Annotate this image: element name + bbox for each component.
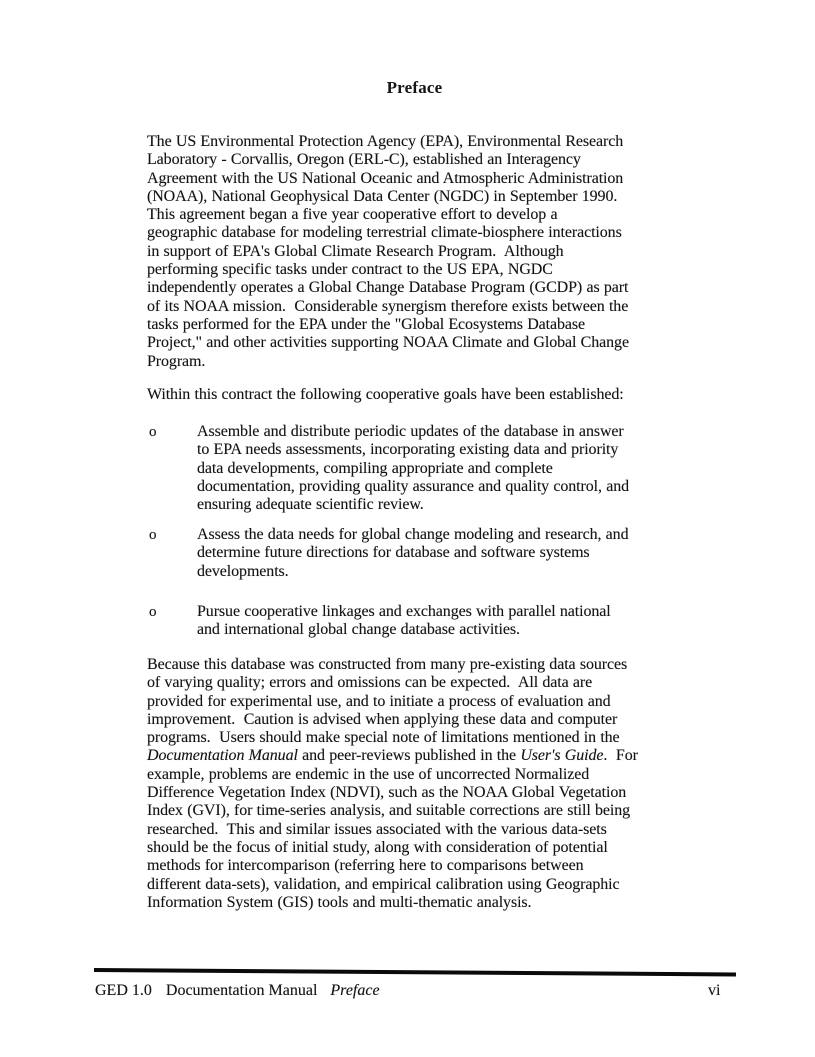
text-line: (NOAA), National Geophysical Data Center (NGDC) in September 1990. bbox=[147, 187, 618, 205]
goal-item-text bbox=[197, 603, 611, 640]
text-line: researched. This and similar issues associated with the various data-sets bbox=[147, 820, 607, 838]
text-line: to EPA needs assessments, incorporating existing data and priority bbox=[197, 441, 619, 459]
goal-item-2 bbox=[147, 526, 628, 581]
bullet-marker: o bbox=[149, 527, 157, 543]
text-line: Program. bbox=[147, 352, 206, 370]
text-line: performing specific tasks under contract to the US EPA, NGDC bbox=[147, 261, 553, 279]
text-line: Laboratory - Corvallis, Oregon (ERL-C), established an Interagency bbox=[147, 151, 581, 169]
text-line: geographic database for modeling terrestrial climate-biosphere interactions bbox=[147, 224, 622, 242]
text-line: provided for experimental use, and to initiate a process of evaluation and bbox=[147, 692, 611, 710]
text-line: Index (GVI), for time-series analysis, and suitable corrections are still being bbox=[147, 802, 631, 820]
text-line: Project," and other activities supporting NOAA Climate and Global Change bbox=[147, 334, 629, 352]
text-line: Agreement with the US National Oceanic and Atmospheric Administration bbox=[147, 169, 624, 187]
text-line: ensuring adequate scientific review. bbox=[197, 496, 424, 514]
text-line: example, problems are endemic in the use of uncorrected Normalized bbox=[147, 765, 590, 783]
text-line: methods for intercomparison (referring here to comparisons between bbox=[147, 857, 584, 875]
text-line: Documentation Manual and peer-reviews published in the User's Guide. For bbox=[147, 747, 638, 765]
text-line: The US Environmental Protection Agency (EPA), Environmental Research bbox=[147, 133, 624, 150]
text-line: of varying quality; errors and omissions can be expected. All data are bbox=[147, 674, 593, 692]
text-line: improvement. Caution is advised when applying these data and computer bbox=[147, 710, 618, 728]
page-title: Preface bbox=[386, 78, 443, 97]
goal-item-1 bbox=[147, 423, 629, 514]
text-column bbox=[147, 0, 707, 1057]
goal-item-text bbox=[197, 526, 628, 581]
footer-product-label: GED 1.0 bbox=[95, 982, 152, 999]
text-line: Difference Vegetation Index (NDVI), such as the NOAA Global Vegetation bbox=[147, 784, 627, 802]
page-number: vi bbox=[708, 982, 721, 999]
intro-paragraph bbox=[147, 133, 629, 371]
text-line: Because this database was constructed from many pre-existing data sources bbox=[147, 656, 628, 673]
text-line: This agreement began a five year cooperative effort to develop a bbox=[147, 206, 558, 224]
text-line: Assemble and distribute periodic updates of the database in answer bbox=[197, 423, 624, 440]
caveats-paragraph bbox=[147, 656, 638, 912]
text-line: of its NOAA mission. Considerable synergism therefore exists between the bbox=[147, 297, 629, 315]
text-line: different data-sets), validation, and empirical calibration using Geographic bbox=[147, 875, 620, 893]
goal-item-text bbox=[197, 423, 629, 514]
text-line: independently operates a Global Change Database Program (GCDP) as part bbox=[147, 279, 629, 297]
text-line: Pursue cooperative linkages and exchanges with parallel national bbox=[197, 603, 611, 620]
goal-item-3 bbox=[147, 603, 611, 640]
text-line: programs. Users should make special note of limitations mentioned in the bbox=[147, 729, 620, 747]
bullet-marker: o bbox=[149, 424, 157, 440]
text-line: documentation, providing quality assurance and quality control, and bbox=[197, 477, 629, 495]
text-line: in support of EPA's Global Climate Research Program. Although bbox=[147, 242, 564, 260]
text-line: determine future directions for database and software systems bbox=[197, 544, 590, 562]
goals-heading-line: Within this contract the following cooperative goals have been established: bbox=[147, 386, 624, 403]
footer-text bbox=[95, 981, 380, 1000]
text-line: Assess the data needs for global change modeling and research, and bbox=[197, 526, 629, 543]
text-line: data developments, compiling appropriate and complete bbox=[197, 459, 553, 477]
footer-manual-label: Documentation Manual bbox=[165, 982, 318, 999]
bullet-marker: o bbox=[149, 604, 157, 620]
goals-heading bbox=[147, 386, 624, 404]
text-line: tasks performed for the EPA under the "Global Ecosystems Database bbox=[147, 315, 586, 333]
text-line: and international global change database activities. bbox=[197, 621, 520, 639]
footer-section-label: Preface bbox=[330, 982, 380, 999]
text-line: developments. bbox=[197, 562, 289, 580]
text-line: Information System (GIS) tools and multi-thematic analysis. bbox=[147, 893, 532, 911]
text-line: should be the focus of initial study, along with consideration of potential bbox=[147, 838, 608, 856]
